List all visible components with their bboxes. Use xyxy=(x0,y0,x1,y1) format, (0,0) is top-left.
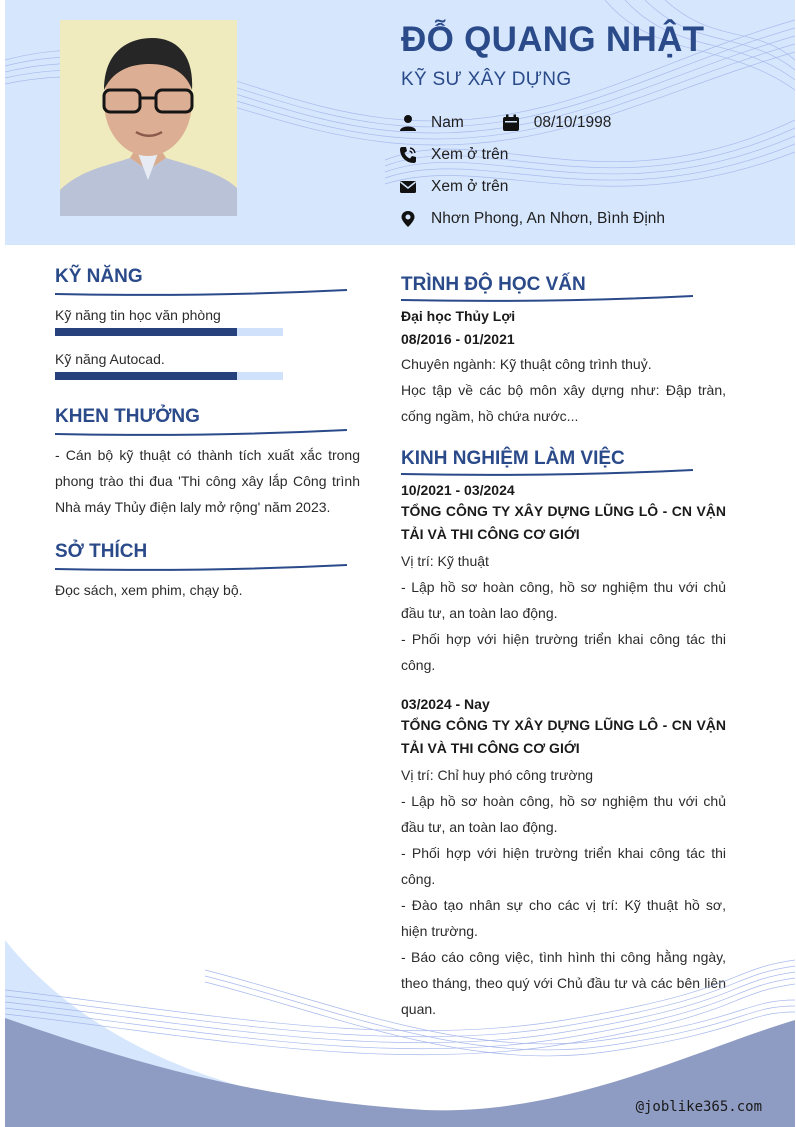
job-1-position: Vị trí: Kỹ thuật xyxy=(401,553,489,569)
awards-underline xyxy=(55,428,350,438)
skills-title: KỸ NĂNG xyxy=(55,266,143,287)
job-2-company: TỔNG CÔNG TY XÂY DỰNG LŨNG LÔ - CN VẬN TẢI VÀ THI CÔNG CƠ GIỚI xyxy=(401,717,726,756)
job-2-task-1: - Lập hồ sơ hoàn công, hồ sơ nghiệm thu với chủ đầu tư, an toàn lao động. xyxy=(401,793,726,835)
gender-birthday-row xyxy=(399,112,611,134)
email-row xyxy=(399,176,508,198)
education-title: TRÌNH ĐỘ HỌC VẤN xyxy=(401,274,586,295)
address-row xyxy=(399,208,665,230)
job-title: KỸ SƯ XÂY DỰNG xyxy=(401,69,572,90)
phone-row xyxy=(399,144,508,166)
education-major: Chuyên ngành: Kỹ thuật công trình thuỷ. xyxy=(401,356,652,372)
user-icon xyxy=(399,114,417,132)
calendar-icon xyxy=(502,114,520,132)
job-1-task-2: - Phối hợp với hiện trường triển khai công tác thi công. xyxy=(401,631,726,673)
job-2-task-3: - Đào tạo nhân sự cho các vị trí: Kỹ thuật hồ sơ, hiện trường. xyxy=(401,897,726,939)
job-1-company: TỔNG CÔNG TY XÂY DỰNG LŨNG LÔ - CN VẬN TẢI VÀ THI CÔNG CƠ GIỚI xyxy=(401,503,726,542)
education-detail: Học tập về các bộ môn xây dựng như: Đập tràn, cống ngầm, hồ chứa nước... xyxy=(401,382,726,424)
footer-waves xyxy=(5,930,795,1127)
footer-watermark: @joblike365.com xyxy=(635,1099,762,1115)
profile-photo xyxy=(60,20,237,216)
location-icon xyxy=(399,210,417,228)
hobbies-underline xyxy=(55,563,350,573)
education-school: Đại học Thủy Lợi xyxy=(401,308,516,324)
job-2-period: 03/2024 - Nay xyxy=(401,696,490,712)
birthday-value: 08/10/1998 xyxy=(533,114,612,131)
awards-title: KHEN THƯỞNG xyxy=(55,406,200,427)
skill-label-2: Kỹ năng Autocad. xyxy=(55,351,165,367)
skill-bar-2 xyxy=(55,372,283,380)
skill-label-1: Kỹ năng tin học văn phòng xyxy=(55,307,221,323)
email-value: Xem ở trên xyxy=(431,178,509,195)
job-2-task-4: - Báo cáo công việc, tình hình thi công hằng ngày, theo tháng, theo quý với Chủ đầu tư và các bên liên quan. xyxy=(401,949,726,1017)
hobbies-text: Đọc sách, xem phim, chạy bộ. xyxy=(55,582,243,598)
gender-value: Nam xyxy=(431,114,464,131)
job-1-period: 10/2021 - 03/2024 xyxy=(401,482,515,498)
skill-bar-1 xyxy=(55,328,283,336)
candidate-name: ĐỖ QUANG NHẬT xyxy=(401,20,705,59)
job-2-task-2: - Phối hợp với hiện trường triển khai công tác thi công. xyxy=(401,845,726,887)
skill-bar-1-fill xyxy=(55,328,237,336)
skill-bar-2-fill xyxy=(55,372,237,380)
skills-underline xyxy=(55,288,350,298)
job-2-position: Vị trí: Chỉ huy phó công trường xyxy=(401,767,594,783)
phone-value: Xem ở trên xyxy=(431,146,509,163)
address-value: Nhơn Phong, An Nhơn, Bình Định xyxy=(431,210,666,227)
experience-title: KINH NGHIỆM LÀM VIỆC xyxy=(401,448,625,469)
job-1-task-1: - Lập hồ sơ hoàn công, hồ sơ nghiệm thu với chủ đầu tư, an toàn lao động. xyxy=(401,579,726,621)
hobbies-title: SỞ THÍCH xyxy=(55,541,148,562)
education-period: 08/2016 - 01/2021 xyxy=(401,331,515,347)
email-icon xyxy=(399,178,417,196)
awards-text: - Cán bộ kỹ thuật có thành tích xuất xắc trong phong trào thi đua 'Thi công xây lắp Công trình Nhà máy Thủy điện laly mở rộng' năm 2023. xyxy=(55,447,360,515)
header-band xyxy=(5,0,795,245)
phone-icon xyxy=(399,146,417,164)
